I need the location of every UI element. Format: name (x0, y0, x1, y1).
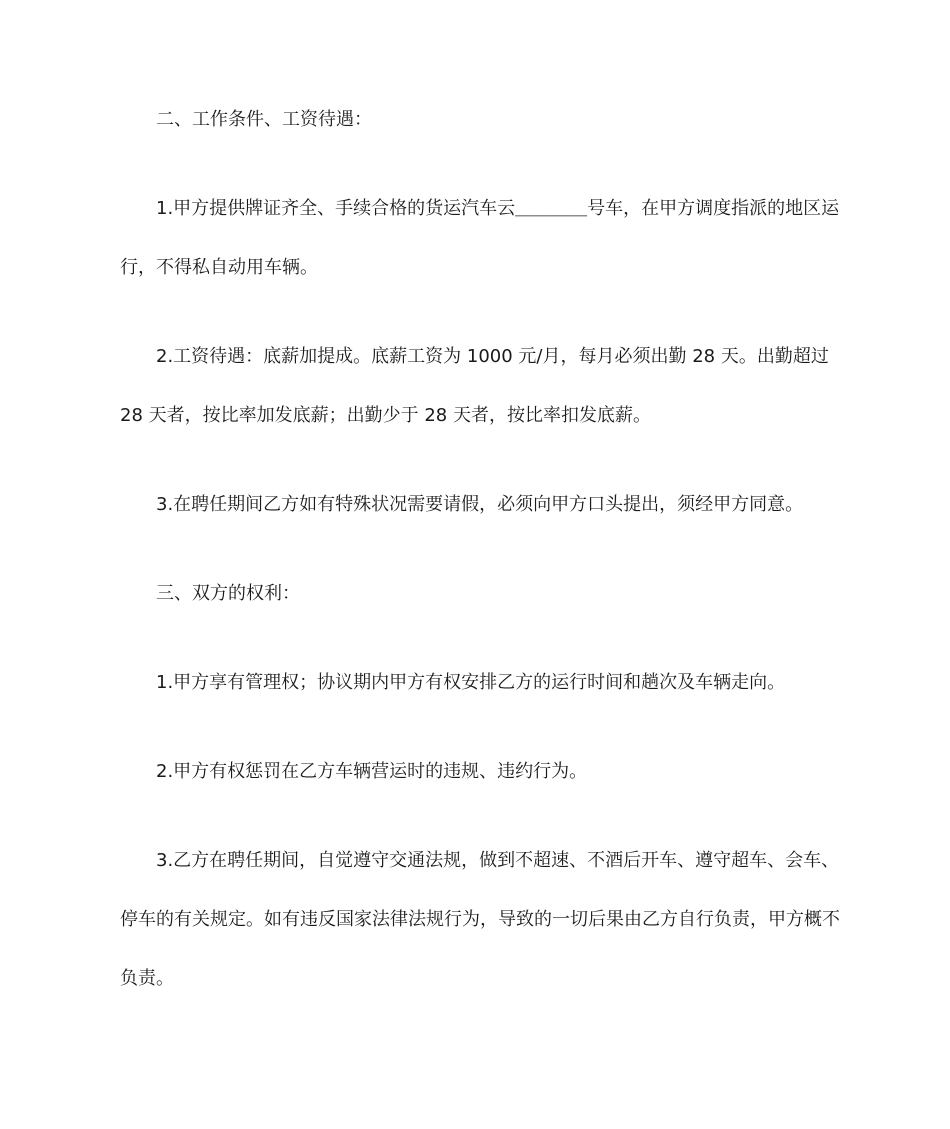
clause-management-right: 1.甲方享有管理权；协议期内甲方有权安排乙方的运行时间和趟次及车辆走向。 (156, 672, 786, 693)
clause-penalty-right: 2.甲方有权惩罚在乙方车辆营运时的违规、违约行为。 (156, 761, 588, 782)
document-body (120, 90, 840, 1008)
section-heading-work-conditions: 二、工作条件、工资待遇： (156, 109, 372, 130)
clause-vehicle-provision: 1.甲方提供牌证齐全、手续合格的货运汽车云＿＿＿＿号车，在甲方调度指派的地区运行，不得私自动用车辆。 (120, 198, 840, 278)
clause-salary: 2.工资待遇：底薪加提成。底薪工资为 1000 元/月，每月必须出勤 28 天。出勤超过28 天者，按比率加发底薪；出勤少于 28 天者，按比率扣发底薪。 (120, 346, 829, 426)
clause-leave-request: 3.在聘任期间乙方如有特殊状况需要请假，必须向甲方口头提出，须经甲方同意。 (156, 494, 804, 515)
clause-traffic-rules: 3.乙方在聘任期间，自觉遵守交通法规，做到不超速、不酒后开车、遵守超车、会车、停车的有关规定。如有违反国家法律法规行为，导致的一切后果由乙方自行负责，甲方概不负责。 (120, 850, 840, 989)
section-heading-rights: 三、双方的权利： (156, 583, 300, 604)
